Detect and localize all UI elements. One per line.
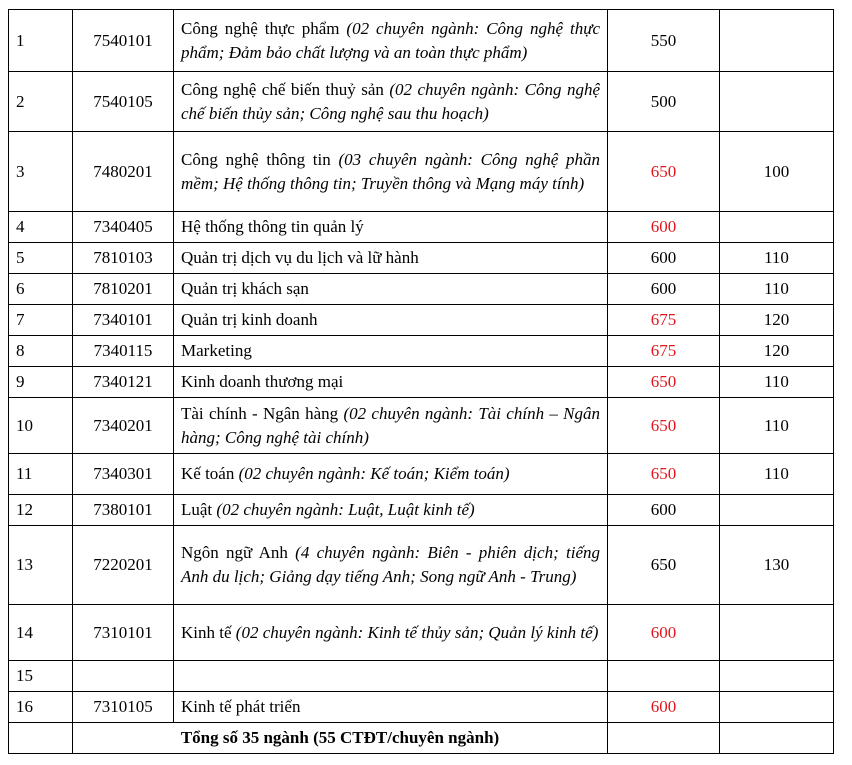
program-name-cell <box>174 212 608 243</box>
program-name-cell <box>174 398 608 454</box>
row-number-cell: 1 <box>9 10 73 72</box>
program-name-cell <box>174 661 608 692</box>
score-cell <box>608 661 720 692</box>
quota-cell: 130 <box>720 526 834 605</box>
program-specializations: (02 chuyên ngành: Tài chính – Ngân hàng; Công nghệ tài chính) <box>181 403 601 447</box>
table-row <box>9 10 834 72</box>
score-cell: 600 <box>608 605 720 661</box>
program-name: Ngôn ngữ Anh <box>181 543 288 562</box>
table-row <box>9 454 834 495</box>
row-number-cell: 9 <box>9 367 73 398</box>
table-row <box>9 243 834 274</box>
quota-cell <box>720 72 834 132</box>
score-cell: 500 <box>608 72 720 132</box>
programs-table <box>8 9 834 754</box>
table-row <box>9 305 834 336</box>
program-specializations: (02 chuyên ngành: Luật, Luật kinh tế) <box>216 500 475 519</box>
programs-table-body <box>9 10 834 754</box>
program-name: Công nghệ thực phẩm <box>181 18 340 38</box>
total-row <box>9 723 834 754</box>
program-code-cell: 7310105 <box>73 692 174 723</box>
row-number-cell: 4 <box>9 212 73 243</box>
row-number-cell: 8 <box>9 336 73 367</box>
program-name: Công nghệ chế biến thuỷ sản <box>181 79 384 99</box>
row-number-cell: 10 <box>9 398 73 454</box>
program-code-cell <box>73 661 174 692</box>
row-number-cell: 11 <box>9 454 73 495</box>
quota-cell: 110 <box>720 274 834 305</box>
quota-cell <box>720 605 834 661</box>
table-row <box>9 526 834 605</box>
program-name-cell <box>174 336 608 367</box>
program-name-cell <box>174 274 608 305</box>
program-code-cell: 7340115 <box>73 336 174 367</box>
quota-cell: 110 <box>720 367 834 398</box>
program-name-cell <box>174 526 608 605</box>
quota-cell <box>720 692 834 723</box>
quota-cell: 110 <box>720 454 834 495</box>
program-code-cell: 7310101 <box>73 605 174 661</box>
program-name: Quản trị dịch vụ du lịch và lữ hành <box>181 248 419 267</box>
program-name: Kế toán <box>181 464 235 483</box>
total-label: Tổng số 35 ngành (55 CTĐT/chuyên ngành) <box>73 723 608 754</box>
score-cell: 650 <box>608 454 720 495</box>
program-name-cell <box>174 605 608 661</box>
total-empty-cell <box>720 723 834 754</box>
program-name-cell <box>174 367 608 398</box>
program-name-cell <box>174 10 608 72</box>
quota-cell: 100 <box>720 132 834 212</box>
table-row <box>9 692 834 723</box>
program-name: Kinh doanh thương mại <box>181 372 344 391</box>
program-name: Quản trị kinh doanh <box>181 310 318 329</box>
score-cell: 650 <box>608 526 720 605</box>
program-specializations: (02 chuyên ngành: Công nghệ chế biến thủy sản; Công nghệ sau thu hoạch) <box>181 79 600 123</box>
row-number-cell: 15 <box>9 661 73 692</box>
program-name: Luật <box>181 500 213 519</box>
score-cell: 675 <box>608 336 720 367</box>
program-code-cell: 7340121 <box>73 367 174 398</box>
score-cell: 600 <box>608 212 720 243</box>
quota-cell: 120 <box>720 305 834 336</box>
total-empty-cell <box>9 723 73 754</box>
program-code-cell: 7810201 <box>73 274 174 305</box>
program-name-cell <box>174 454 608 495</box>
quota-cell <box>720 212 834 243</box>
total-empty-cell <box>608 723 720 754</box>
program-specializations: (02 chuyên ngành: Kinh tế thủy sản; Quản lý kinh tế) <box>235 622 599 642</box>
table-row <box>9 274 834 305</box>
score-cell: 650 <box>608 398 720 454</box>
program-name: Marketing <box>181 341 252 360</box>
score-cell: 600 <box>608 495 720 526</box>
program-name: Tài chính - Ngân hàng <box>181 403 339 423</box>
row-number-cell: 3 <box>9 132 73 212</box>
program-code-cell: 7810103 <box>73 243 174 274</box>
program-code-cell: 7480201 <box>73 132 174 212</box>
score-cell: 650 <box>608 367 720 398</box>
program-specializations: (03 chuyên ngành: Công nghệ phần mềm; Hệ thống thông tin; Truyền thông và Mạng máy tính) <box>181 149 601 193</box>
row-number-cell: 14 <box>9 605 73 661</box>
score-cell: 600 <box>608 243 720 274</box>
program-name: Kinh tế <box>181 622 232 642</box>
program-code-cell: 7380101 <box>73 495 174 526</box>
table-row <box>9 72 834 132</box>
program-name-cell <box>174 305 608 336</box>
row-number-cell: 13 <box>9 526 73 605</box>
score-cell: 600 <box>608 692 720 723</box>
table-row <box>9 336 834 367</box>
table-row <box>9 495 834 526</box>
row-number-cell: 7 <box>9 305 73 336</box>
score-cell: 600 <box>608 274 720 305</box>
quota-cell: 110 <box>720 243 834 274</box>
row-number-cell: 12 <box>9 495 73 526</box>
row-number-cell: 5 <box>9 243 73 274</box>
program-specializations: (02 chuyên ngành: Kế toán; Kiểm toán) <box>238 464 510 483</box>
program-name-cell <box>174 495 608 526</box>
program-name-cell <box>174 243 608 274</box>
program-specializations: (4 chuyên ngành: Biên - phiên dịch; tiếng Anh du lịch; Giảng dạy tiếng Anh; Song ngữ Anh - Trung) <box>181 543 600 586</box>
score-cell: 675 <box>608 305 720 336</box>
program-code-cell: 7540105 <box>73 72 174 132</box>
quota-cell <box>720 661 834 692</box>
score-cell: 650 <box>608 132 720 212</box>
program-code-cell: 7340405 <box>73 212 174 243</box>
table-row <box>9 132 834 212</box>
row-number-cell: 16 <box>9 692 73 723</box>
table-row <box>9 367 834 398</box>
program-name-cell <box>174 132 608 212</box>
quota-cell <box>720 495 834 526</box>
program-name: Kinh tế phát triển <box>181 697 301 716</box>
program-code-cell: 7340201 <box>73 398 174 454</box>
program-code-cell: 7540101 <box>73 10 174 72</box>
program-name-cell <box>174 692 608 723</box>
program-name: Hệ thống thông tin quản lý <box>181 217 364 236</box>
program-name: Quản trị khách sạn <box>181 279 309 298</box>
table-row <box>9 605 834 661</box>
quota-cell: 110 <box>720 398 834 454</box>
score-cell: 550 <box>608 10 720 72</box>
program-code-cell: 7220201 <box>73 526 174 605</box>
program-code-cell: 7340301 <box>73 454 174 495</box>
table-row <box>9 661 834 692</box>
program-name-cell <box>174 72 608 132</box>
program-specializations: (02 chuyên ngành: Công nghệ thực phẩm; Đảm bảo chất lượng và an toàn thực phẩm) <box>181 18 601 62</box>
table-row <box>9 398 834 454</box>
quota-cell <box>720 10 834 72</box>
table-row <box>9 212 834 243</box>
program-name: Công nghệ thông tin <box>181 149 331 169</box>
row-number-cell: 2 <box>9 72 73 132</box>
quota-cell: 120 <box>720 336 834 367</box>
row-number-cell: 6 <box>9 274 73 305</box>
program-code-cell: 7340101 <box>73 305 174 336</box>
